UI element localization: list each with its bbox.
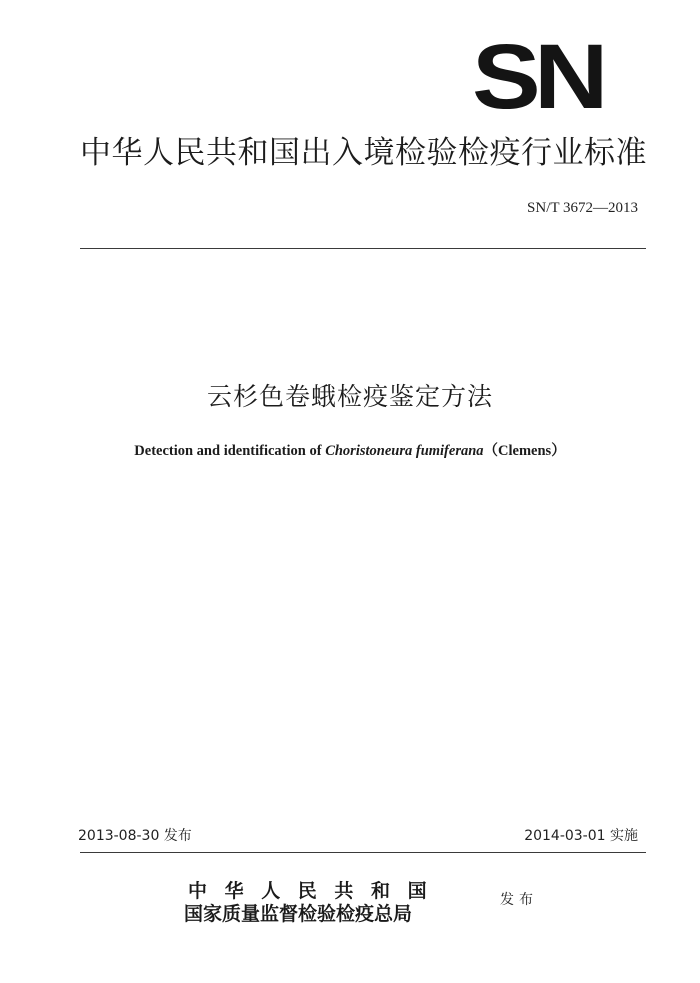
issue-date: 2013-08-30 发布 [78, 828, 192, 844]
species-epithet: fumiferana [415, 443, 484, 459]
species-genus: Choristoneura [325, 443, 413, 459]
issuer-agency: 国家质量监督检验检疫总局 [184, 903, 413, 925]
header-divider [80, 248, 646, 249]
standard-category-title: 中华人民共和国出入境检验检疫行业标准 [80, 135, 647, 171]
title-en-suffix: （Clemens） [483, 443, 566, 459]
footer-divider [80, 852, 646, 853]
effective-date: 2014-03-01 实施 [524, 828, 638, 844]
title-en-prefix: Detection and identification of [134, 443, 326, 459]
standard-number: SN/T 3672—2013 [527, 200, 638, 216]
document-title-cn: 云杉色卷蛾检疫鉴定方法 [206, 382, 493, 411]
document-title-en [0, 441, 700, 461]
sn-logo: SN [472, 26, 602, 128]
issuer-country: 中华人民共和国 [188, 880, 445, 902]
issuer-action: 发布 [500, 892, 538, 908]
